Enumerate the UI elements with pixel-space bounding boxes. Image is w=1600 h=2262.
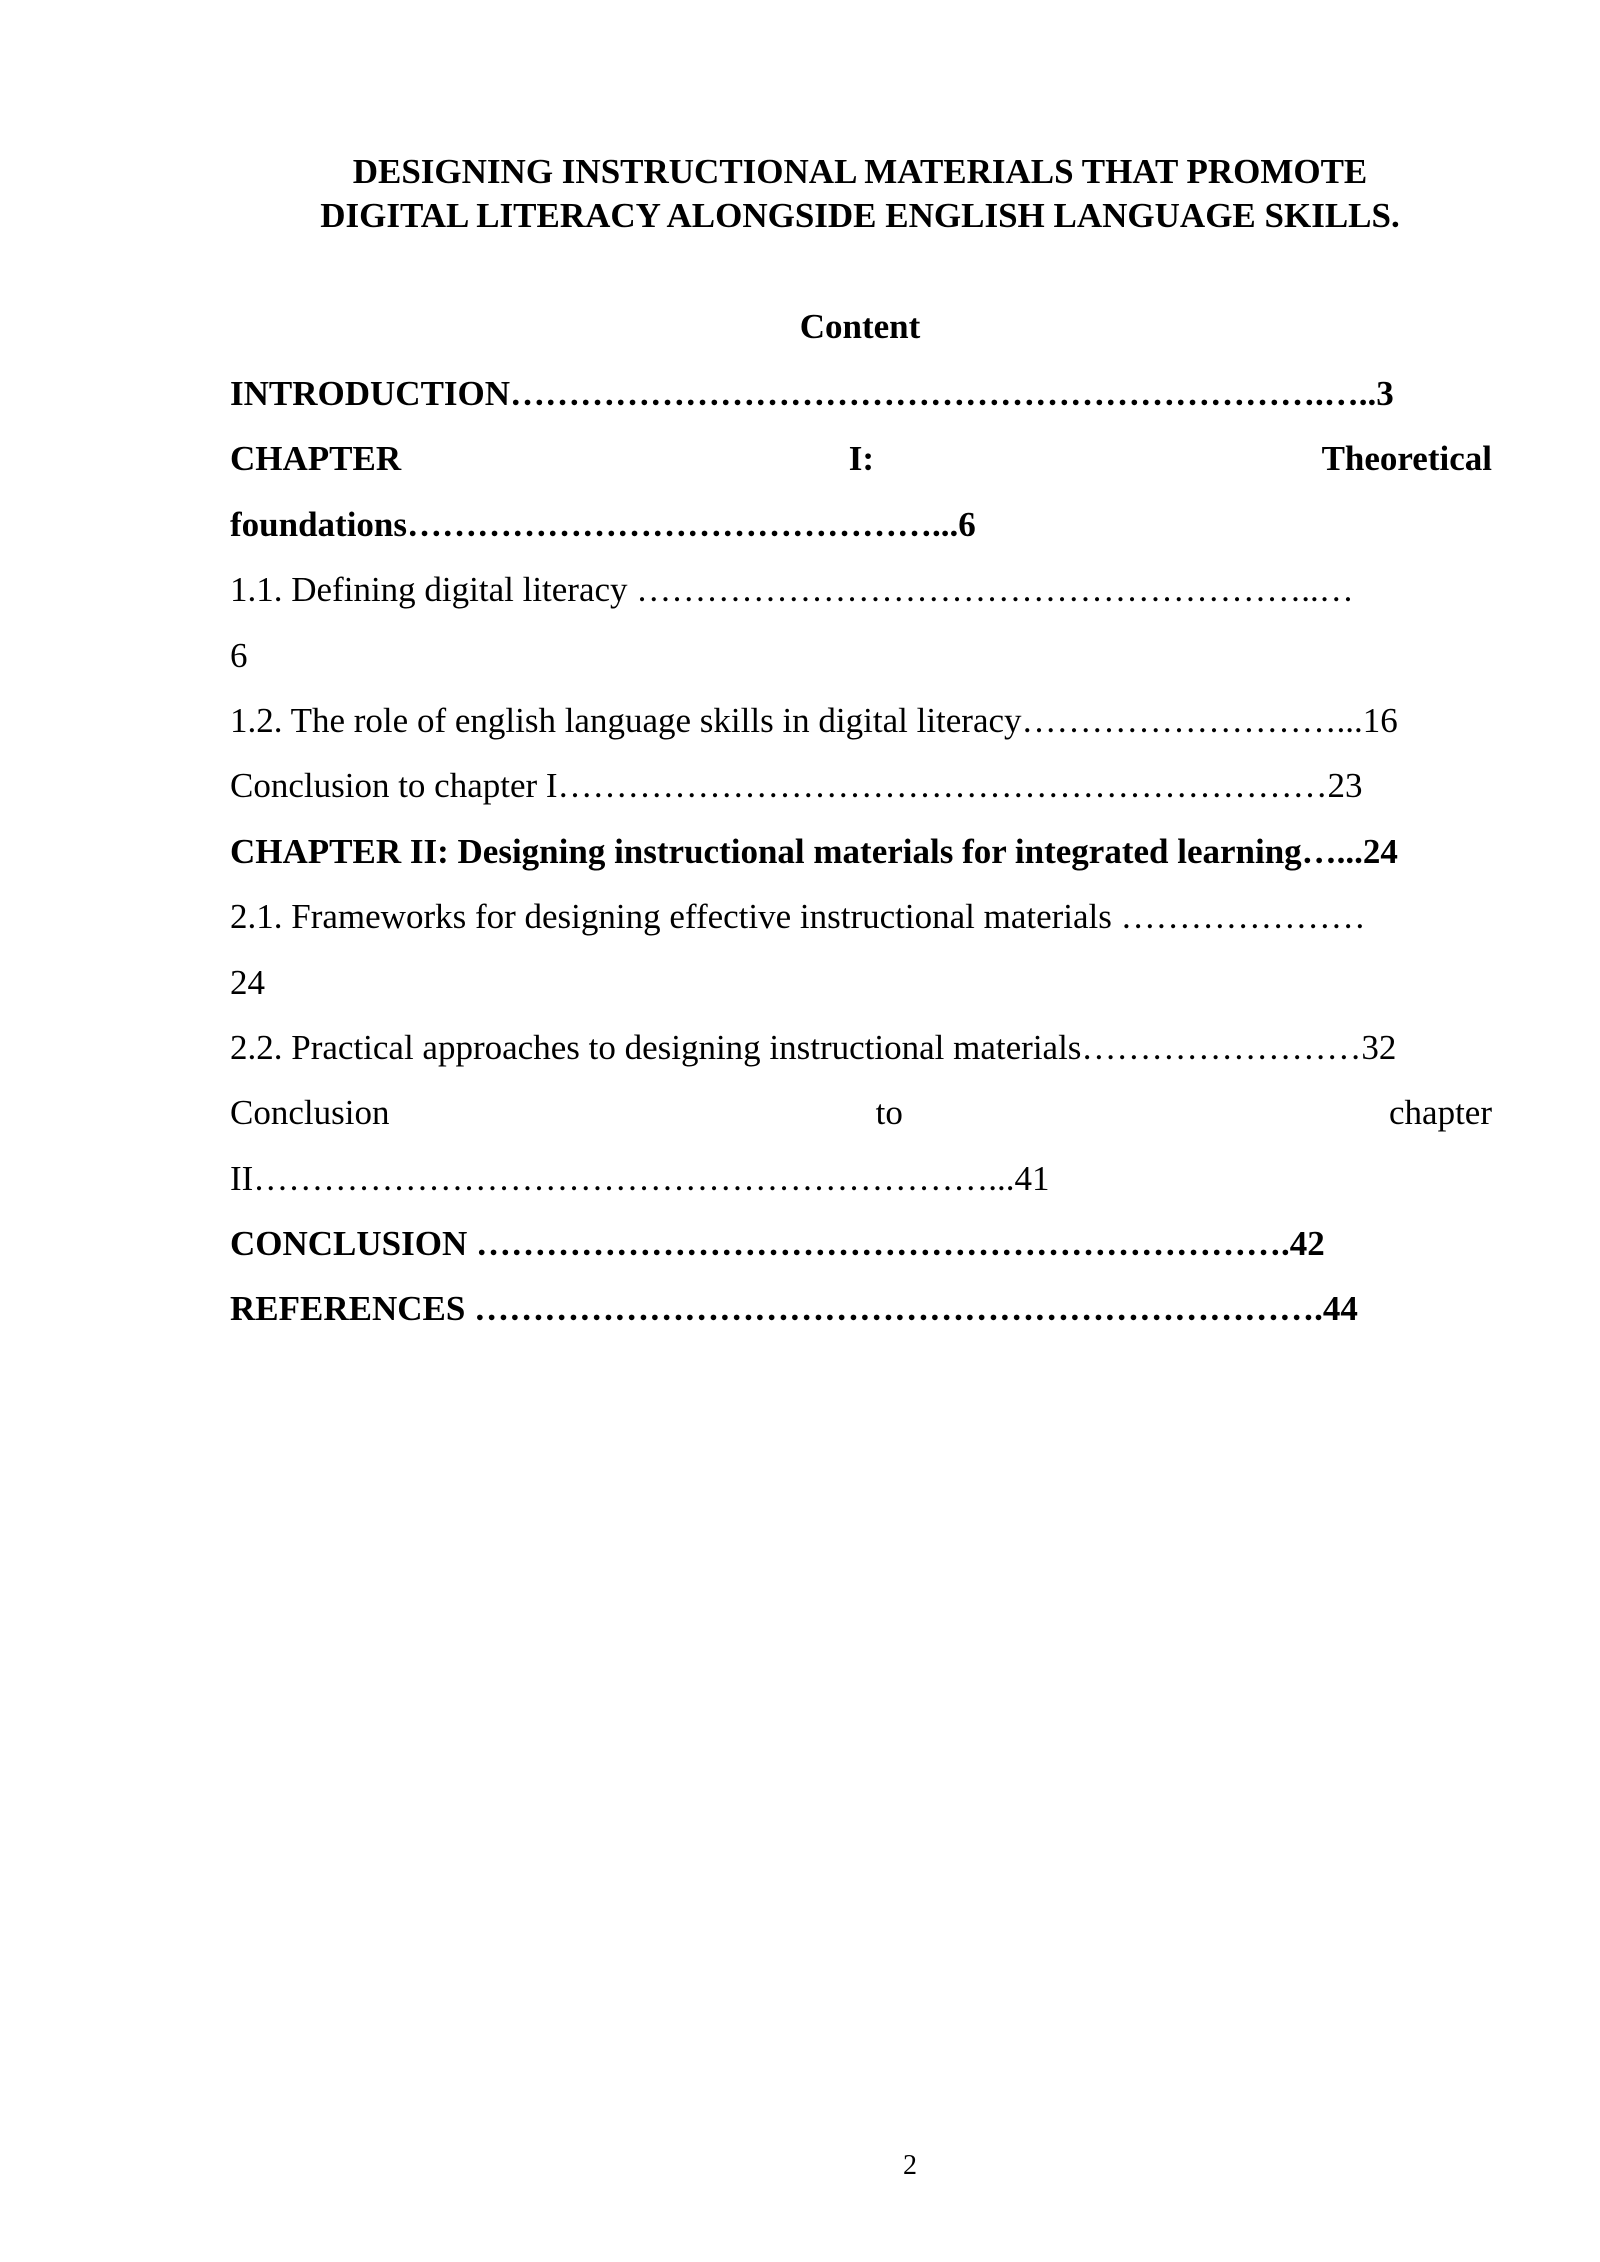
toc-line: CONCLUSION …………………………………………………………….42	[230, 1224, 1325, 1264]
toc-word: chapter	[1389, 1093, 1492, 1133]
toc-line: 1.1. Defining digital literacy …………………………………………………..…	[230, 570, 1354, 610]
toc-line: 24	[230, 962, 265, 1002]
toc-word: CHAPTER	[230, 439, 402, 479]
document-title-line-1: DESIGNING INSTRUCTIONAL MATERIALS THAT PROMOTE	[352, 152, 1368, 191]
toc-line	[230, 433, 1492, 498]
toc-line: foundations………………………………………...6	[230, 504, 976, 544]
toc-line: 2.1. Frameworks for designing effective instructional materials …………………	[230, 897, 1366, 937]
toc-line	[230, 1087, 1492, 1152]
toc-word: to	[875, 1093, 903, 1133]
toc-line: 1.2. The role of english language skills in digital literacy………………………...16	[230, 700, 1398, 740]
toc-word: I:	[848, 439, 874, 479]
page-number: 2	[903, 2150, 917, 2181]
toc-line: Conclusion to chapter I…………………………………………………………23	[230, 766, 1363, 806]
toc-line: 2.2. Practical approaches to designing instructional materials……………………32	[230, 1027, 1397, 1067]
toc-line: 6	[230, 635, 248, 675]
toc-heading: Content	[799, 307, 921, 346]
toc-line: INTRODUCTION…………………………………………………………….…..3	[230, 374, 1394, 413]
table-of-contents	[230, 368, 1492, 1349]
document-title-line-2: DIGITAL LITERACY ALONGSIDE ENGLISH LANGUAGE SKILLS.	[320, 196, 1400, 235]
toc-line: CHAPTER II: Designing instructional materials for integrated learning…...24	[230, 831, 1398, 871]
toc-line: REFERENCES ……………………………………………………………….44	[230, 1289, 1358, 1329]
toc-word: Conclusion	[230, 1093, 390, 1133]
document-title	[230, 150, 1490, 238]
toc-word: Theoretical	[1321, 439, 1492, 479]
toc-line: II………………………………………………………...41	[230, 1158, 1050, 1198]
